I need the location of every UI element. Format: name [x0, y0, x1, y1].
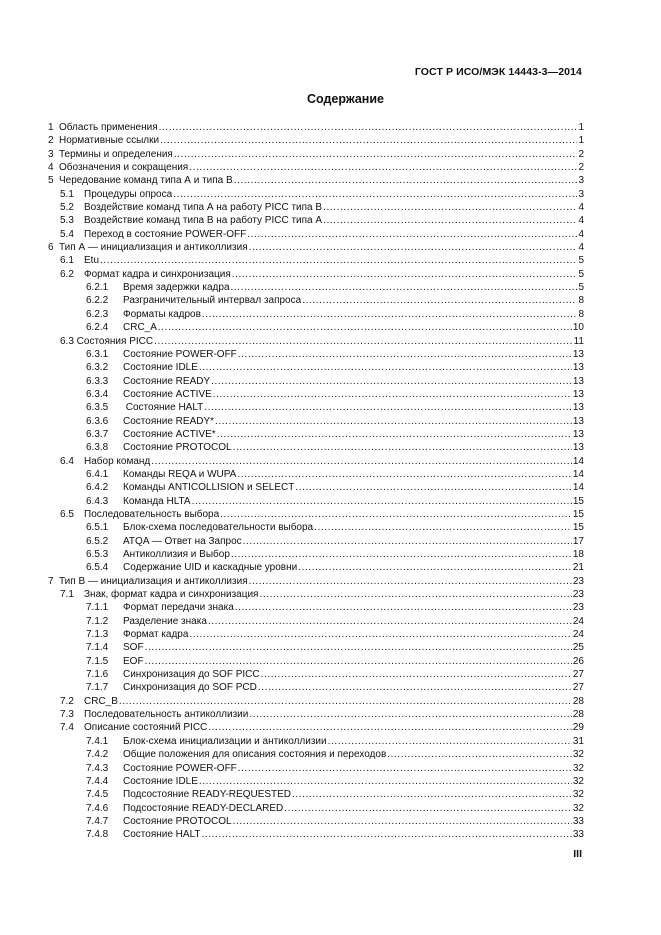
- toc-entry[interactable]: [48, 508, 584, 521]
- toc-entry-page: 4: [578, 228, 584, 240]
- toc-entry-number: 6.5: [60, 508, 74, 520]
- toc-entry[interactable]: [48, 468, 584, 481]
- toc-entry-title: Подсостояние READY-REQUESTED: [123, 789, 292, 801]
- toc-entry[interactable]: [48, 735, 584, 748]
- toc-leader-dots: [119, 695, 572, 708]
- toc-entry-title: Разграничительный интервал запроса: [123, 295, 302, 307]
- toc-leader-dots: [145, 641, 572, 654]
- toc-leader-dots: [387, 748, 572, 761]
- toc-entry[interactable]: [48, 495, 584, 508]
- toc-entry[interactable]: [48, 828, 584, 841]
- table-of-contents: [48, 121, 584, 842]
- toc-entry-number: 6.2.3: [86, 308, 109, 320]
- toc-entry-page: 23: [572, 602, 584, 614]
- toc-entry-page: 5: [578, 268, 584, 280]
- toc-entry[interactable]: [48, 441, 584, 454]
- toc-entry[interactable]: [48, 802, 584, 815]
- toc-entry-title: Состояние IDLE: [123, 775, 198, 787]
- toc-entry-page: 21: [572, 562, 584, 574]
- toc-entry-page: 28: [572, 709, 584, 721]
- toc-entry-number: 7.1.3: [86, 629, 109, 641]
- toc-leader-dots: [328, 735, 572, 748]
- toc-entry[interactable]: [48, 134, 584, 147]
- toc-entry-title: Команды ANTICOLLISION и SELECT: [123, 482, 295, 494]
- toc-entry-number: 1: [48, 122, 54, 133]
- toc-entry-number: 7.4.7: [86, 815, 109, 827]
- toc-leader-dots: [192, 495, 572, 508]
- toc-entry-page: 27: [572, 669, 584, 681]
- toc-entry-number: 7.4.8: [86, 829, 109, 841]
- toc-leader-dots: [174, 148, 578, 161]
- toc-entry-title: Состояние PROTOCOL: [123, 442, 232, 454]
- toc-leader-dots: [259, 588, 571, 601]
- toc-entry-number: 6.5.3: [86, 549, 109, 560]
- toc-entry-title: CRC_A: [123, 322, 157, 334]
- toc-entry-number: 5: [48, 175, 54, 187]
- toc-leader-dots: [232, 268, 578, 281]
- toc-entry-page: 13: [572, 402, 584, 414]
- toc-leader-dots: [160, 134, 577, 147]
- toc-entry-title: Формат кадра: [123, 629, 189, 641]
- toc-entry-page: 18: [572, 549, 584, 560]
- toc-entry-page: 2: [578, 162, 584, 174]
- toc-entry-page: 1: [578, 122, 584, 133]
- toc-entry[interactable]: [48, 361, 584, 374]
- toc-entry-number: 6.3.5: [86, 402, 109, 414]
- toc-entry[interactable]: [48, 588, 584, 601]
- toc-entry-title: Состояние ACTIVE*: [123, 428, 216, 440]
- toc-entry-number: 6.3.2: [86, 362, 109, 374]
- toc-leader-dots: [231, 281, 578, 294]
- toc-entry-number: 5.1: [60, 188, 74, 200]
- toc-leader-dots: [208, 615, 572, 628]
- toc-entry-title: Тип В — инициализация и антиколлизия: [59, 575, 248, 587]
- toc-leader-dots: [292, 788, 572, 801]
- toc-entry-title: Область применения: [59, 122, 158, 133]
- toc-entry-number: 7.3: [60, 709, 74, 721]
- toc-entry-number: 7.1.2: [86, 615, 109, 627]
- toc-entry-title: Переход в состояние POWER-OFF: [84, 228, 247, 240]
- toc-entry[interactable]: [48, 415, 584, 428]
- toc-entry-number: 5.3: [60, 215, 74, 227]
- toc-entry-page: 25: [572, 642, 584, 654]
- toc-entry-number: 6.3.7: [86, 428, 109, 440]
- toc-leader-dots: [202, 828, 572, 841]
- toc-entry-title: Состояние READY: [123, 375, 211, 387]
- toc-entry-title: Время задержки кадра: [123, 282, 230, 294]
- toc-leader-dots: [208, 721, 572, 734]
- toc-entry-number: 7.4.5: [86, 789, 109, 801]
- toc-entry-title: Формат кадра и синхронизация: [84, 268, 231, 280]
- toc-entry-page: 14: [572, 482, 584, 494]
- toc-entry-page: 8: [578, 295, 584, 307]
- toc-entry[interactable]: [48, 548, 584, 561]
- toc-entry-title: ATQA — Ответ на Запрос: [123, 535, 242, 547]
- toc-entry[interactable]: [48, 788, 584, 801]
- toc-entry-title: Формат передачи знака: [123, 602, 234, 614]
- toc-entry-number: 7.4.4: [86, 775, 109, 787]
- toc-leader-dots: [249, 575, 572, 588]
- toc-entry-number: 6.3.6: [86, 415, 109, 427]
- toc-entry-page: 13: [572, 388, 584, 400]
- toc-entry[interactable]: [48, 668, 584, 681]
- toc-entry[interactable]: [48, 268, 584, 281]
- toc-entry-page: 29: [572, 722, 584, 734]
- toc-leader-dots: [151, 455, 572, 468]
- toc-leader-dots: [237, 468, 572, 481]
- toc-entry[interactable]: [48, 161, 584, 174]
- toc-leader-dots: [189, 161, 577, 174]
- toc-entry-page: 32: [572, 762, 584, 774]
- toc-entry-title: Чередование команд типа А и типа В: [59, 175, 233, 187]
- toc-entry-title: Команды REQA и WUPA: [123, 468, 237, 480]
- toc-entry-title: Состояние HALT: [123, 829, 201, 841]
- toc-leader-dots: [233, 815, 572, 828]
- toc-leader-dots: [243, 535, 572, 548]
- toc-entry[interactable]: [48, 601, 584, 614]
- toc-entry[interactable]: [48, 561, 584, 574]
- toc-entry-title: 6.3 Состояния PICC: [60, 335, 154, 347]
- toc-entry-page: 32: [572, 775, 584, 787]
- toc-entry-page: 14: [572, 468, 584, 480]
- toc-entry[interactable]: [48, 321, 584, 334]
- toc-entry-title: Разделение знака: [123, 615, 207, 627]
- toc-leader-dots: [234, 174, 578, 187]
- toc-entry-title: Блок-схема последовательности выбора: [123, 522, 314, 534]
- toc-leader-dots: [249, 708, 572, 721]
- toc-entry[interactable]: [48, 281, 584, 294]
- toc-entry-page: 1: [578, 135, 584, 147]
- toc-entry[interactable]: [48, 401, 584, 414]
- toc-entry-title: Команда HLTA: [123, 495, 191, 507]
- toc-leader-dots: [217, 428, 572, 441]
- toc-entry[interactable]: [48, 174, 584, 187]
- toc-leader-dots: [199, 361, 572, 374]
- toc-entry[interactable]: [48, 748, 584, 761]
- toc-leader-dots: [220, 508, 572, 521]
- toc-entry-number: 7.1.4: [86, 642, 109, 654]
- toc-leader-dots: [298, 561, 572, 574]
- toc-entry-number: 6.4: [60, 455, 74, 467]
- toc-entry-number: 6.5.2: [86, 535, 109, 547]
- toc-entry-number: 6.3.4: [86, 388, 109, 400]
- toc-entry-title: Подсостояние READY-DECLARED: [123, 802, 284, 814]
- toc-entry-title: Содержание UID и каскадные уровни: [123, 562, 298, 574]
- toc-entry-page: 33: [572, 815, 584, 827]
- toc-entry[interactable]: [48, 201, 584, 214]
- toc-entry-page: 2: [578, 148, 584, 160]
- toc-entry-title: Последовательность выбора: [84, 508, 220, 520]
- toc-entry-title: Состояние POWER-OFF: [123, 348, 237, 360]
- toc-entry[interactable]: [48, 121, 584, 134]
- toc-entry[interactable]: [48, 615, 584, 628]
- toc-leader-dots: [202, 308, 578, 321]
- toc-entry-number: 4: [48, 162, 54, 174]
- toc-entry-number: 6.4.2: [86, 482, 109, 494]
- toc-leader-dots: [247, 228, 577, 241]
- page-number: III: [573, 848, 582, 860]
- toc-entry-page: 4: [578, 215, 584, 227]
- toc-entry-title: Состояние ACTIVE: [123, 388, 212, 400]
- toc-entry-title: Тип А — инициализация и антиколлизия: [59, 242, 248, 254]
- toc-entry-title: Термины и определения: [59, 148, 173, 160]
- toc-entry-page: 13: [572, 415, 584, 427]
- toc-entry[interactable]: [48, 708, 584, 721]
- toc-entry-page: 15: [572, 508, 584, 520]
- toc-entry-number: 6.1: [60, 255, 74, 267]
- toc-entry-number: 6.5.1: [86, 522, 109, 534]
- toc-entry[interactable]: [48, 681, 584, 694]
- toc-entry-number: 6.2.1: [86, 282, 109, 294]
- toc-entry-page: 5: [578, 255, 584, 267]
- toc-entry-number: 7.1.5: [86, 655, 109, 667]
- toc-entry-page: 14: [572, 455, 584, 467]
- toc-entry[interactable]: [48, 335, 584, 348]
- toc-leader-dots: [295, 481, 572, 494]
- toc-entry[interactable]: [48, 308, 584, 321]
- toc-entry-page: 26: [572, 655, 584, 667]
- toc-entry-page: 3: [578, 175, 584, 187]
- toc-entry-page: 8: [578, 308, 584, 320]
- toc-entry-title: Знак, формат кадра и синхронизация: [84, 589, 259, 601]
- toc-entry-title: Процедуры опроса: [84, 188, 173, 200]
- toc-entry-number: 6.2.2: [86, 295, 109, 307]
- toc-entry[interactable]: [48, 214, 584, 227]
- toc-entry-number: 6.3.8: [86, 442, 109, 454]
- toc-entry[interactable]: [48, 695, 584, 708]
- toc-entry[interactable]: [48, 241, 584, 254]
- toc-leader-dots: [211, 375, 572, 388]
- toc-entry-title: Общие положения для описания состояния и переходов: [123, 749, 387, 761]
- toc-entry-number: 6.2.4: [86, 322, 109, 334]
- toc-entry-page: 5: [578, 282, 584, 294]
- toc-entry[interactable]: [48, 641, 584, 654]
- toc-entry-title: Воздействие команд типа В на работу PICC типа А: [84, 215, 323, 227]
- toc-entry-number: 6.3.1: [86, 348, 109, 360]
- toc-entry-page: 4: [578, 242, 584, 254]
- toc-entry-number: 6: [48, 242, 54, 254]
- document-designation: ГОСТ Р ИСО/МЭК 14443-3—2014: [414, 66, 582, 78]
- toc-leader-dots: [249, 241, 578, 254]
- toc-entry-number: 7.4.3: [86, 762, 109, 774]
- toc-leader-dots: [145, 655, 572, 668]
- toc-entry-title: Синхронизация до SOF PICC: [123, 669, 260, 681]
- toc-entry[interactable]: [48, 655, 584, 668]
- toc-entry-number: 6.5.4: [86, 562, 109, 574]
- toc-leader-dots: [100, 254, 577, 267]
- toc-entry[interactable]: [48, 254, 584, 267]
- toc-entry-number: 7.1: [60, 589, 74, 601]
- toc-entry-title: Антиколлизия и Выбор: [123, 549, 230, 560]
- toc-leader-dots: [302, 294, 577, 307]
- toc-entry-page: 23: [572, 575, 584, 587]
- toc-entry-title: Состояние HALT: [123, 402, 204, 414]
- toc-entry-number: 7.1.1: [86, 602, 109, 614]
- toc-entry-page: 24: [572, 629, 584, 641]
- toc-entry[interactable]: [48, 481, 584, 494]
- toc-entry[interactable]: [48, 188, 584, 201]
- toc-entry-title: Синхронизация до SOF PCD: [123, 682, 257, 694]
- toc-entry-number: 6.2: [60, 268, 74, 280]
- toc-leader-dots: [189, 628, 571, 641]
- toc-entry-number: 7.4: [60, 722, 74, 734]
- toc-entry-number: 7.1.7: [86, 682, 109, 694]
- toc-leader-dots: [323, 214, 577, 227]
- toc-entry-page: 13: [572, 442, 584, 454]
- toc-entry-title: Блок-схема инициализации и антиколлизии: [123, 735, 327, 747]
- toc-leader-dots: [258, 681, 572, 694]
- toc-leader-dots: [159, 121, 578, 134]
- toc-entry[interactable]: [48, 775, 584, 788]
- toc-entry-title: CRC_B: [84, 695, 118, 707]
- toc-leader-dots: [213, 388, 572, 401]
- toc-leader-dots: [154, 335, 573, 348]
- toc-entry-page: 32: [572, 749, 584, 761]
- toc-entry-title: Форматы кадров: [123, 308, 201, 320]
- toc-entry-page: 24: [572, 615, 584, 627]
- toc-leader-dots: [158, 321, 572, 334]
- toc-entry-page: 13: [572, 362, 584, 374]
- toc-entry-number: 7.2: [60, 695, 74, 707]
- toc-entry-number: 6.3.3: [86, 375, 109, 387]
- toc-entry-number: 5.2: [60, 202, 74, 214]
- toc-entry-number: 7.4.1: [86, 735, 109, 747]
- toc-entry[interactable]: [48, 148, 584, 161]
- toc-entry[interactable]: [48, 294, 584, 307]
- toc-entry-title: Состояние POWER-OFF: [123, 762, 237, 774]
- toc-entry-title: Состояние READY*: [123, 415, 215, 427]
- toc-entry[interactable]: [48, 628, 584, 641]
- page-title: Содержание: [306, 92, 384, 106]
- toc-entry-title: SOF: [123, 642, 144, 654]
- toc-entry-page: 11: [573, 335, 584, 347]
- toc-entry-page: 15: [572, 522, 584, 534]
- toc-entry[interactable]: [48, 228, 584, 241]
- toc-entry[interactable]: [48, 721, 584, 734]
- toc-entry-page: 32: [572, 802, 584, 814]
- toc-entry-number: 7.4.6: [86, 802, 109, 814]
- toc-entry-number: 7.4.2: [86, 749, 109, 761]
- toc-entry-number: 6.4.1: [86, 468, 109, 480]
- toc-leader-dots: [204, 401, 572, 414]
- toc-entry[interactable]: [48, 455, 584, 468]
- toc-entry-title: Последовательность антиколлизии: [84, 709, 249, 721]
- toc-entry-number: 5.4: [60, 228, 74, 240]
- toc-entry[interactable]: [48, 428, 584, 441]
- toc-entry-page: 15: [572, 495, 584, 507]
- toc-leader-dots: [233, 441, 572, 454]
- toc-entry-title: EOF: [123, 655, 144, 667]
- toc-leader-dots: [173, 188, 577, 201]
- toc-leader-dots: [238, 348, 572, 361]
- toc-entry[interactable]: [48, 575, 584, 588]
- toc-entry-page: 3: [578, 188, 584, 200]
- toc-entry[interactable]: [48, 815, 584, 828]
- toc-entry-title: Воздействие команд типа А на работу PICC типа В: [84, 202, 323, 214]
- toc-entry-page: 13: [572, 375, 584, 387]
- toc-entry-title: Описание состояний PICC: [84, 722, 208, 734]
- toc-entry-page: 10: [572, 322, 584, 334]
- toc-entry-number: 7: [48, 575, 54, 587]
- toc-entry[interactable]: [48, 521, 584, 534]
- toc-entry-number: 2: [48, 135, 54, 147]
- toc-entry[interactable]: [48, 535, 584, 548]
- toc-entry-number: 7.1.6: [86, 669, 109, 681]
- toc-entry-page: 4: [578, 202, 584, 214]
- toc-entry-page: 28: [572, 695, 584, 707]
- toc-entry-page: 13: [572, 348, 584, 360]
- toc-entry[interactable]: [48, 388, 584, 401]
- toc-leader-dots: [235, 601, 572, 614]
- toc-entry-page: 13: [572, 428, 584, 440]
- toc-entry-number: 6.4.3: [86, 495, 109, 507]
- toc-entry-page: 23: [572, 589, 584, 601]
- toc-entry-title: Состояние PROTOCOL: [123, 815, 232, 827]
- toc-entry-page: 17: [572, 535, 584, 547]
- toc-entry[interactable]: [48, 375, 584, 388]
- toc-entry-title: Etu: [84, 255, 100, 267]
- toc-entry-title: Набор команд: [84, 455, 151, 467]
- toc-entry[interactable]: [48, 762, 584, 775]
- toc-entry-page: 33: [572, 829, 584, 841]
- toc-leader-dots: [238, 762, 572, 775]
- toc-entry-title: Обозначения и сокращения: [59, 162, 189, 174]
- toc-leader-dots: [199, 775, 572, 788]
- toc-leader-dots: [231, 548, 572, 561]
- toc-entry-page: 31: [572, 735, 584, 747]
- toc-entry-title: Нормативные ссылки: [59, 135, 160, 147]
- toc-entry-title: Состояние IDLE: [123, 362, 198, 374]
- toc-leader-dots: [261, 668, 572, 681]
- toc-leader-dots: [284, 802, 572, 815]
- toc-entry-page: 32: [572, 789, 584, 801]
- toc-entry-number: 3: [48, 148, 54, 160]
- toc-entry[interactable]: [48, 348, 584, 361]
- toc-leader-dots: [323, 201, 577, 214]
- toc-leader-dots: [215, 415, 572, 428]
- toc-entry-page: 27: [572, 682, 584, 694]
- toc-leader-dots: [314, 521, 572, 534]
